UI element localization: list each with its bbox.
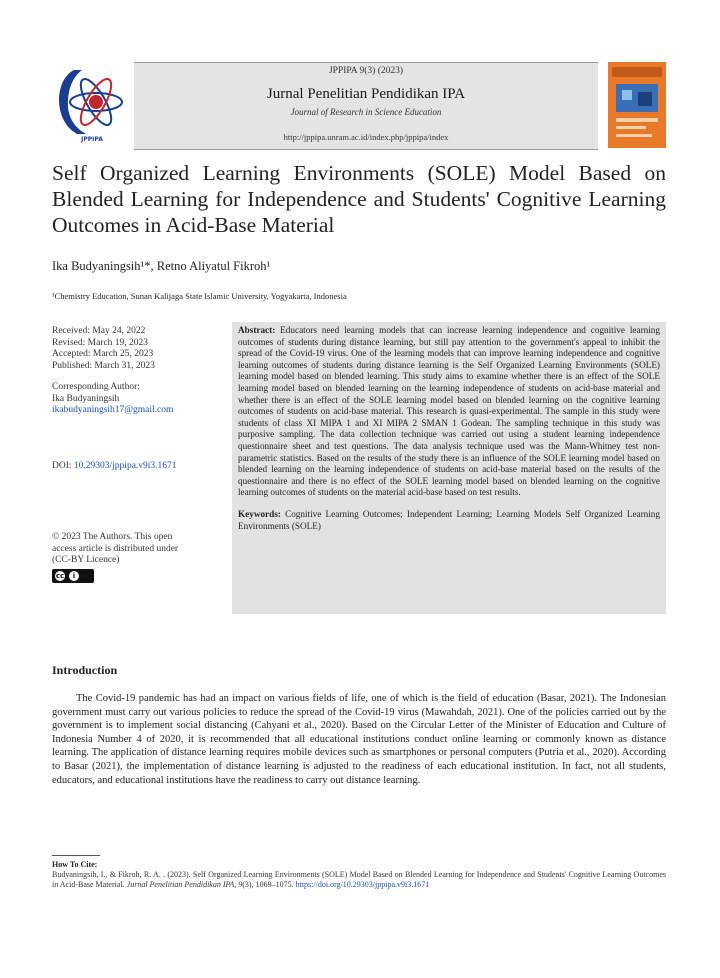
- accepted-date: Accepted: March 25, 2023: [52, 349, 154, 359]
- corresponding-label: Corresponding Author:: [52, 382, 140, 392]
- license-line-1: © 2023 The Authors. This open: [52, 532, 173, 542]
- article-dates: [52, 326, 224, 372]
- cc-by-license-icon[interactable]: cc i: [52, 569, 94, 583]
- abstract-label: Abstract:: [238, 325, 276, 335]
- keywords-paragraph: [238, 509, 660, 532]
- received-date: Received: May 24, 2022: [52, 326, 146, 336]
- keywords-label: Keywords:: [238, 508, 281, 519]
- journal-title: Jurnal Penelitian Pendidikan IPA: [266, 86, 466, 102]
- introduction-heading: Introduction: [52, 663, 118, 677]
- how-to-cite-heading: How To Cite:: [52, 860, 98, 869]
- journal-logo-icon: [52, 62, 132, 150]
- citation-journal: Jurnal Penelitian Pendidikan IPA, 9: [126, 880, 243, 889]
- doi-label: DOI:: [52, 461, 74, 471]
- journal-cover-icon: [608, 62, 666, 148]
- abstract-box: [232, 322, 666, 614]
- journal-header: [52, 62, 666, 152]
- published-date: Published: March 31, 2023: [52, 360, 155, 371]
- abstract-text: Educators need learning models that can increase learning independence and cognitive learning outcomes of students during distance learning, but still pay attention to the government's appeal to inhibit the spread of the Covid-19 virus. One of the learning models that can improve learning independence and cognitive learning outcomes of students during distance learning is the Self Organized Learning Environments (SOLE) learning model based on blended learning. This study aims to examine whether there is an effect of the SOLE learning model based on blended learning on the learning independence of students on acid-base material and whether there is an effect of the SOLE learning model based on blended learning on the cognitive learning outcomes of students on acid-base material. This research is quasi-experimental. The sample in this study were students of class XI MIPA 1 and XI MIPA 2 SMAN 1 Godean. The sampling technique in this study was purposive sampling. The data collection technique was carried out using a student learning independence questionnaire sheet and test questions. The data analysis technique used was the Mann-Whitney test non-parametric statistics. Based on the results of the study there is an influence of the SOLE learning model based on blended learning on the learning independence of students on acid-base material based on the results of the questionnaire and there is no effect of the SOLE learning model based on blended learning on the cognitive learning outcomes of students on the material acid-base based on test results.: [238, 325, 660, 498]
- journal-subtitle: Journal of Research in Science Education: [290, 107, 442, 117]
- logo-text: JPPIPA: [81, 136, 103, 143]
- author-affiliation: ¹Chemistry Education, Sunan Kalijaga State Islamic University, Yogyakarta, Indonesia: [52, 291, 347, 301]
- footnote-divider: [52, 855, 100, 856]
- article-title: Self Organized Learning Environments (SOLE) Model Based on Blended Learning for Independence and Students' Cognitive Learning Outcomes in Acid-Base Material: [52, 161, 666, 237]
- revised-date: Revised: March 19, 2023: [52, 337, 149, 348]
- citation-pages: (3), 1069–1075.: [242, 880, 296, 889]
- introduction-paragraph: The Covid-19 pandemic has had an impact on various fields of life, one of which is the field of education (Basar, 2021). The Indonesian government must carry out various policies to reduce the spread of the Covid-19 virus (Mawahdah, 2021). One of the policies carried out by the government is to implement social distancing (Cahyani et al., 2020). Based on the Circular Letter of the Minister of Education and Culture of Indonesia Number 4 of 2020, it is recommended that all educational institutions conduct online learning or commonly known as distance learning. The application of distance learning requires mobile devices such as smartphones or personal computers (Putria et al., 2020). According to Basar (2021), the implementation of distance learning is adjusted to the readiness of each educational institution. In fact, not all students, educators, and educational institutions have the readiness to carry out distance learning.: [52, 693, 666, 786]
- license-block: [52, 532, 224, 587]
- citation-paragraph: [52, 870, 666, 890]
- citation-text: Budyaningsih, I., & Fikroh, R. A. . (2023). Self Organized Learning Environments (SOLE) Model Based on Blended Learning for Independence and Students' Cognitive Learning Outcomes in Acid-Base Material.: [52, 870, 666, 889]
- article-authors: Ika Budyaningsih¹*, Retno Aliyatul Fikroh¹: [52, 259, 271, 273]
- journal-url[interactable]: http://jppipa.unram.ac.id/index.php/jppipa/index: [283, 132, 449, 142]
- license-line-2: access article is distributed under: [52, 543, 179, 554]
- corresponding-author: [52, 382, 224, 417]
- license-line-3: (CC-BY Licence): [52, 555, 120, 565]
- doi-link[interactable]: 10.29303/jppipa.v9i3.1671: [73, 461, 177, 471]
- corresponding-email-link[interactable]: ikabudyaningsih17@gmail.com: [52, 405, 174, 415]
- abstract-paragraph: [238, 325, 660, 499]
- citation-doi-link[interactable]: https://doi.org/10.29303/jppipa.v9i3.1671: [295, 880, 430, 889]
- journal-issue: JPPIPA 9(3) (2023): [328, 66, 404, 76]
- doi-line: [52, 461, 224, 473]
- header-band: [134, 62, 598, 150]
- corresponding-name: Ika Budyaningsih: [52, 393, 120, 404]
- keywords-text: Cognitive Learning Outcomes; Independent Learning; Learning Models Self Organized Learning Environments (SOLE): [238, 508, 660, 531]
